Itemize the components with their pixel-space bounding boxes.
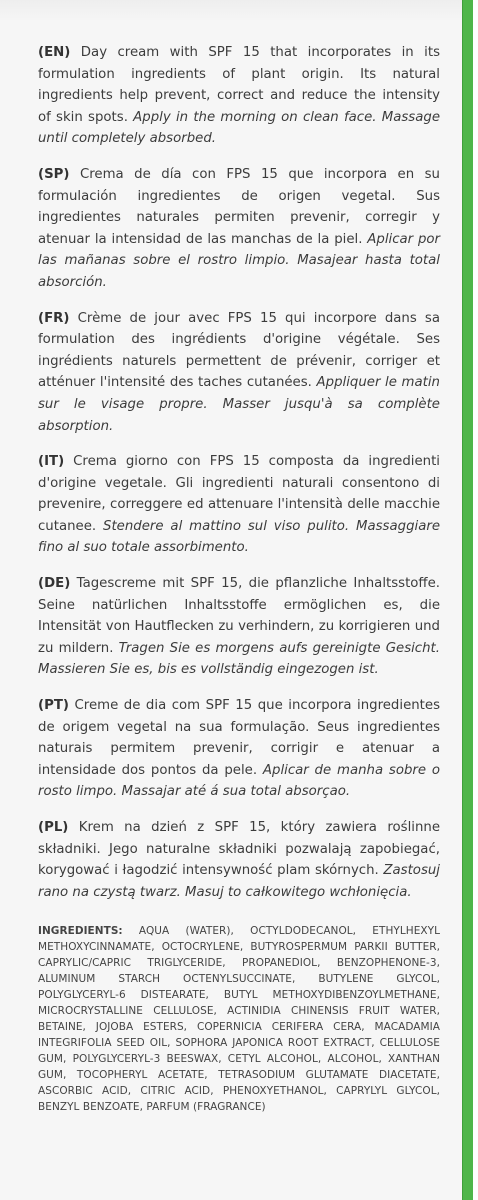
language-code: (EN) [38, 45, 71, 60]
usage-instructions: Apply in the morning on clean face. Massage until completely absorbed. [38, 109, 441, 147]
language-code: (PT) [38, 698, 69, 714]
usage-instructions: Tragen Sie es morgens aufs gereinigte Gesicht. Massieren Sie es, bis es vollständig eingezogen ist. [38, 640, 440, 678]
description-text: Creme de dia com SPF 15 que incorpora ingredientes de origem vegetal na sua formulação. Seus ingredientes naturais permitem prevenir, corrigir e atenuar a intensidade dos pontos da pele. [38, 698, 440, 778]
ingredients-text: AQUA (WATER), OCTYLDODECANOL, ETHYLHEXYL METHOXYCINNAMATE, OCTOCRYLENE, BUTYROSPERMUM PARKII BUTTER, CAPRYLIC/CAPRIC TRIGLYCERIDE, PROPANEDIOL, BENZOPHENONE-3, ALUMINUM STARCH OCTENYLSUCCINATE, BUTYLENE GLYCOL, POLYGLYCERYL-6 DISTEARATE, BUTYL METHOXYDIBENZOYLMETHANE, MICROCRYSTALLINE CELLULOSE, ACTINIDIA CHINENSIS FRUIT WATER, BETAINE, JOJOBA ESTERS, COPERNICIA CERIFERA CERA, MACADAMIA INTEGRIFOLIA SEED OIL, SOPHORA JAPONICA ROOT EXTRACT, CELLULOSE GUM, POLYGLYCERYL-3 BEESWAX, CETYL ALCOHOL, ALCOHOL, XANTHAN GUM, TOCOPHERYL ACETATE, TETRASODIUM GLUTAMATE DIACETATE, ASCORBIC ACID, CITRIC ACID, PHENOXYETHANOL, CAPRYLYL GLYCOL, BENZYL BENZOATE, PARFUM (FRAGRANCE) [38, 925, 440, 1114]
description-text: Crema de día con FPS 15 que incorpora en su formulación ingredientes de origen vegetal. Sus ingredientes naturales permiten prevenir, corregir y atenuar la intensidad de las manchas de la piel. [38, 166, 440, 247]
description-text: Krem na dzień z SPF 15, który zawiera roślinne składniki. Jego naturalne składniki pozwalają zapobiegać, korygować i łagodzić intensywność plam skórnych. [38, 820, 440, 879]
label-text-block [38, 42, 440, 1126]
usage-instructions: Stendere al mattino sul viso pulito. Massaggiare fino al suo totale assorbimento. [38, 518, 441, 556]
description-it [38, 451, 440, 559]
usage-instructions: Aplicar de manha sobre o rosto limpo. Massajar até á sua total absorçao. [38, 762, 440, 800]
usage-instructions: Appliquer le matin sur le visage propre. Masser jusqu'à sa complète absorption. [38, 375, 440, 434]
language-code: (FR) [38, 310, 70, 326]
usage-instructions: Aplicar por las mañanas sobre el rostro limpio. Masajear hasta total absorción. [38, 231, 440, 290]
description-text: Crème de jour avec FPS 15 qui incorpore dans sa formulation des ingrédients d'origine végétale. Ses ingrédients naturels permettent de prévenir, corriger et atténuer l'intensité des taches cutanées. [38, 310, 440, 391]
language-code: (PL) [38, 820, 69, 835]
description-pt [38, 695, 440, 803]
language-code: (DE) [38, 576, 71, 592]
ingredients-list [38, 923, 440, 1115]
language-code: (IT) [38, 454, 65, 470]
usage-instructions: Zastosuj rano na czystą twarz. Masuj to całkowitego wchłonięcia. [38, 863, 440, 900]
description-de [38, 573, 440, 681]
description-pl [38, 817, 440, 903]
description-sp [38, 164, 440, 294]
description-en [38, 42, 440, 150]
description-text: Day cream with SPF 15 that incorporates in its formulation ingredients of plant origin. Its natural ingredients help prevent, correct and reduce the intensity of skin spots. [38, 45, 440, 125]
ingredients-label: INGREDIENTS: [38, 925, 123, 938]
description-fr [38, 308, 440, 438]
description-text: Crema giorno con FPS 15 composta da ingredienti d'origine vegetale. Gli ingredienti naturali consentono di prevenire, correggere ed attenuare l'intensità delle macchie cutanee. [38, 454, 440, 534]
description-text: Tagescreme mit SPF 15, die pflanzliche Inhaltsstoffe. Seine natürlichen Inhaltsstoffe ermöglichen es, die Intensität von Hautflecken zu verhindern, zu korrigieren und zu mildern. [38, 576, 440, 656]
green-side-stripe [462, 0, 473, 1200]
panel-top-edge [0, 0, 462, 22]
language-code: (SP) [38, 166, 70, 182]
